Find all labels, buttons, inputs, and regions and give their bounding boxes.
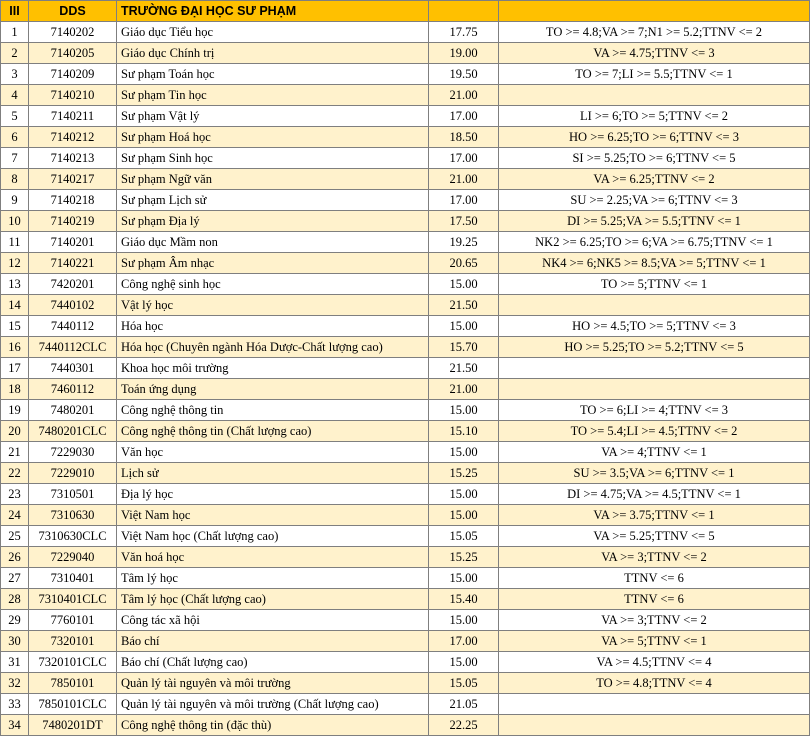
row-number-cell[interactable]: 2 bbox=[1, 43, 29, 64]
header-conditions[interactable] bbox=[499, 1, 810, 22]
tie-break-conditions-cell[interactable]: VA >= 5.25;TTNV <= 5 bbox=[499, 526, 810, 547]
major-code-cell[interactable]: 7850101CLC bbox=[29, 694, 117, 715]
tie-break-conditions-cell[interactable] bbox=[499, 85, 810, 106]
major-code-cell[interactable]: 7229040 bbox=[29, 547, 117, 568]
table-row bbox=[1, 526, 810, 547]
table-row bbox=[1, 715, 810, 736]
tie-break-conditions-cell[interactable]: SU >= 2.25;VA >= 6;TTNV <= 3 bbox=[499, 190, 810, 211]
major-name-cell[interactable]: Hóa học (Chuyên ngành Hóa Dược-Chất lượng cao) bbox=[117, 337, 429, 358]
admission-score-cell[interactable]: 15.40 bbox=[429, 589, 499, 610]
row-number-cell[interactable]: 17 bbox=[1, 358, 29, 379]
admission-score-cell[interactable]: 19.25 bbox=[429, 232, 499, 253]
table-row bbox=[1, 43, 810, 64]
table-row bbox=[1, 169, 810, 190]
header-stt[interactable]: III bbox=[1, 1, 29, 22]
admission-score-cell[interactable]: 17.00 bbox=[429, 190, 499, 211]
header-score[interactable] bbox=[429, 1, 499, 22]
row-number-cell[interactable]: 12 bbox=[1, 253, 29, 274]
tie-break-conditions-cell[interactable]: VA >= 3;TTNV <= 2 bbox=[499, 610, 810, 631]
tie-break-conditions-cell[interactable]: TO >= 5;TTNV <= 1 bbox=[499, 274, 810, 295]
major-name-cell[interactable]: Công nghệ thông tin (Chất lượng cao) bbox=[117, 421, 429, 442]
tie-break-conditions-cell[interactable]: LI >= 6;TO >= 5;TTNV <= 2 bbox=[499, 106, 810, 127]
admission-score-cell[interactable]: 15.00 bbox=[429, 400, 499, 421]
admission-score-cell[interactable]: 19.00 bbox=[429, 43, 499, 64]
major-code-cell[interactable]: 7140218 bbox=[29, 190, 117, 211]
admission-score-cell[interactable]: 15.00 bbox=[429, 484, 499, 505]
admission-score-cell[interactable]: 21.00 bbox=[429, 85, 499, 106]
table-row bbox=[1, 652, 810, 673]
tie-break-conditions-cell[interactable] bbox=[499, 358, 810, 379]
major-name-cell[interactable]: Sư phạm Địa lý bbox=[117, 211, 429, 232]
tie-break-conditions-cell[interactable]: TTNV <= 6 bbox=[499, 568, 810, 589]
row-number-cell[interactable]: 14 bbox=[1, 295, 29, 316]
major-name-cell[interactable]: Vật lý học bbox=[117, 295, 429, 316]
major-code-cell[interactable]: 7310501 bbox=[29, 484, 117, 505]
admission-score-cell[interactable]: 17.00 bbox=[429, 106, 499, 127]
row-number-cell[interactable]: 21 bbox=[1, 442, 29, 463]
major-code-cell[interactable]: 7140219 bbox=[29, 211, 117, 232]
table-row bbox=[1, 64, 810, 85]
tie-break-conditions-cell[interactable]: SI >= 5.25;TO >= 6;TTNV <= 5 bbox=[499, 148, 810, 169]
row-number-cell[interactable]: 8 bbox=[1, 169, 29, 190]
admission-score-cell[interactable]: 15.25 bbox=[429, 547, 499, 568]
major-code-cell[interactable]: 7440112 bbox=[29, 316, 117, 337]
major-code-cell[interactable]: 7140202 bbox=[29, 22, 117, 43]
tie-break-conditions-cell[interactable]: VA >= 5;TTNV <= 1 bbox=[499, 631, 810, 652]
row-number-cell[interactable]: 7 bbox=[1, 148, 29, 169]
major-code-cell[interactable]: 7140205 bbox=[29, 43, 117, 64]
admission-score-cell[interactable]: 15.05 bbox=[429, 526, 499, 547]
row-number-cell[interactable]: 30 bbox=[1, 631, 29, 652]
row-number-cell[interactable]: 18 bbox=[1, 379, 29, 400]
tie-break-conditions-cell[interactable]: NK2 >= 6.25;TO >= 6;VA >= 6.75;TTNV <= 1 bbox=[499, 232, 810, 253]
row-number-cell[interactable]: 26 bbox=[1, 547, 29, 568]
tie-break-conditions-cell[interactable] bbox=[499, 694, 810, 715]
tie-break-conditions-cell[interactable]: NK4 >= 6;NK5 >= 8.5;VA >= 5;TTNV <= 1 bbox=[499, 253, 810, 274]
tie-break-conditions-cell[interactable] bbox=[499, 715, 810, 736]
header-row bbox=[1, 1, 810, 22]
table-row bbox=[1, 358, 810, 379]
admission-score-cell[interactable]: 21.00 bbox=[429, 169, 499, 190]
table-row bbox=[1, 148, 810, 169]
row-number-cell[interactable]: 16 bbox=[1, 337, 29, 358]
major-code-cell[interactable]: 7140213 bbox=[29, 148, 117, 169]
major-name-cell[interactable]: Báo chí (Chất lượng cao) bbox=[117, 652, 429, 673]
major-name-cell[interactable]: Giáo dục Mầm non bbox=[117, 232, 429, 253]
admission-score-cell[interactable]: 15.00 bbox=[429, 274, 499, 295]
table-row bbox=[1, 379, 810, 400]
row-number-cell[interactable]: 11 bbox=[1, 232, 29, 253]
row-number-cell[interactable]: 13 bbox=[1, 274, 29, 295]
admission-score-cell[interactable]: 15.05 bbox=[429, 673, 499, 694]
row-number-cell[interactable]: 5 bbox=[1, 106, 29, 127]
tie-break-conditions-cell[interactable]: TO >= 7;LI >= 5.5;TTNV <= 1 bbox=[499, 64, 810, 85]
tie-break-conditions-cell[interactable]: HO >= 6.25;TO >= 6;TTNV <= 3 bbox=[499, 127, 810, 148]
admission-score-cell[interactable]: 15.00 bbox=[429, 610, 499, 631]
major-code-cell[interactable]: 7310630 bbox=[29, 505, 117, 526]
table-row bbox=[1, 421, 810, 442]
major-name-cell[interactable]: Tâm lý học bbox=[117, 568, 429, 589]
major-name-cell[interactable]: Quản lý tài nguyên và môi trường bbox=[117, 673, 429, 694]
major-name-cell[interactable]: Sư phạm Toán học bbox=[117, 64, 429, 85]
major-name-cell[interactable]: Quản lý tài nguyên và môi trường (Chất lượng cao) bbox=[117, 694, 429, 715]
major-code-cell[interactable]: 7480201CLC bbox=[29, 421, 117, 442]
tie-break-conditions-cell[interactable]: TO >= 4.8;VA >= 7;N1 >= 5.2;TTNV <= 2 bbox=[499, 22, 810, 43]
table-row bbox=[1, 694, 810, 715]
row-number-cell[interactable]: 1 bbox=[1, 22, 29, 43]
admission-score-cell[interactable]: 19.50 bbox=[429, 64, 499, 85]
tie-break-conditions-cell[interactable]: VA >= 6.25;TTNV <= 2 bbox=[499, 169, 810, 190]
row-number-cell[interactable]: 15 bbox=[1, 316, 29, 337]
row-number-cell[interactable]: 19 bbox=[1, 400, 29, 421]
major-code-cell[interactable]: 7229010 bbox=[29, 463, 117, 484]
major-name-cell[interactable]: Sư phạm Vật lý bbox=[117, 106, 429, 127]
major-code-cell[interactable]: 7850101 bbox=[29, 673, 117, 694]
admission-score-cell[interactable]: 17.00 bbox=[429, 631, 499, 652]
table-body bbox=[1, 22, 810, 736]
tie-break-conditions-cell[interactable]: VA >= 3.75;TTNV <= 1 bbox=[499, 505, 810, 526]
admission-score-cell[interactable]: 15.00 bbox=[429, 568, 499, 589]
row-number-cell[interactable]: 25 bbox=[1, 526, 29, 547]
admission-score-cell[interactable]: 17.50 bbox=[429, 211, 499, 232]
tie-break-conditions-cell[interactable]: TO >= 6;LI >= 4;TTNV <= 3 bbox=[499, 400, 810, 421]
major-name-cell[interactable]: Tâm lý học (Chất lượng cao) bbox=[117, 589, 429, 610]
tie-break-conditions-cell[interactable]: HO >= 4.5;TO >= 5;TTNV <= 3 bbox=[499, 316, 810, 337]
table-row bbox=[1, 400, 810, 421]
tie-break-conditions-cell[interactable]: SU >= 3.5;VA >= 6;TTNV <= 1 bbox=[499, 463, 810, 484]
table-row bbox=[1, 673, 810, 694]
admission-score-cell[interactable]: 15.70 bbox=[429, 337, 499, 358]
major-code-cell[interactable]: 7760101 bbox=[29, 610, 117, 631]
tie-break-conditions-cell[interactable] bbox=[499, 379, 810, 400]
major-code-cell[interactable]: 7440301 bbox=[29, 358, 117, 379]
major-code-cell[interactable]: 7320101 bbox=[29, 631, 117, 652]
row-number-cell[interactable]: 24 bbox=[1, 505, 29, 526]
major-code-cell[interactable]: 7310630CLC bbox=[29, 526, 117, 547]
row-number-cell[interactable]: 23 bbox=[1, 484, 29, 505]
admission-score-cell[interactable]: 17.75 bbox=[429, 22, 499, 43]
table-row bbox=[1, 631, 810, 652]
major-name-cell[interactable]: Sư phạm Lịch sử bbox=[117, 190, 429, 211]
tie-break-conditions-cell[interactable]: VA >= 4;TTNV <= 1 bbox=[499, 442, 810, 463]
major-code-cell[interactable]: 7310401CLC bbox=[29, 589, 117, 610]
admission-score-cell[interactable]: 15.00 bbox=[429, 652, 499, 673]
tie-break-conditions-cell[interactable]: TO >= 4.8;TTNV <= 4 bbox=[499, 673, 810, 694]
row-number-cell[interactable]: 33 bbox=[1, 694, 29, 715]
major-name-cell[interactable]: Việt Nam học bbox=[117, 505, 429, 526]
major-name-cell[interactable]: Toán ứng dụng bbox=[117, 379, 429, 400]
row-number-cell[interactable]: 28 bbox=[1, 589, 29, 610]
tie-break-conditions-cell[interactable]: TTNV <= 6 bbox=[499, 589, 810, 610]
table-row bbox=[1, 85, 810, 106]
table-row bbox=[1, 190, 810, 211]
tie-break-conditions-cell[interactable]: VA >= 4.75;TTNV <= 3 bbox=[499, 43, 810, 64]
tie-break-conditions-cell[interactable]: TO >= 5.4;LI >= 4.5;TTNV <= 2 bbox=[499, 421, 810, 442]
admission-score-cell[interactable]: 18.50 bbox=[429, 127, 499, 148]
admission-score-cell[interactable]: 20.65 bbox=[429, 253, 499, 274]
row-number-cell[interactable]: 20 bbox=[1, 421, 29, 442]
table-row bbox=[1, 127, 810, 148]
major-name-cell[interactable]: Công nghệ thông tin bbox=[117, 400, 429, 421]
table-row bbox=[1, 610, 810, 631]
admission-score-cell[interactable]: 21.50 bbox=[429, 295, 499, 316]
major-name-cell[interactable]: Báo chí bbox=[117, 631, 429, 652]
tie-break-conditions-cell[interactable]: VA >= 3;TTNV <= 2 bbox=[499, 547, 810, 568]
table-row bbox=[1, 547, 810, 568]
table-row bbox=[1, 211, 810, 232]
table-row bbox=[1, 232, 810, 253]
major-code-cell[interactable]: 7440112CLC bbox=[29, 337, 117, 358]
admission-score-cell[interactable]: 15.25 bbox=[429, 463, 499, 484]
table-row bbox=[1, 463, 810, 484]
admission-score-cell[interactable]: 21.00 bbox=[429, 379, 499, 400]
table-row bbox=[1, 442, 810, 463]
major-name-cell[interactable]: Văn hoá học bbox=[117, 547, 429, 568]
tie-break-conditions-cell[interactable]: DI >= 5.25;VA >= 5.5;TTNV <= 1 bbox=[499, 211, 810, 232]
table-row bbox=[1, 589, 810, 610]
tie-break-conditions-cell[interactable]: DI >= 4.75;VA >= 4.5;TTNV <= 1 bbox=[499, 484, 810, 505]
row-number-cell[interactable]: 10 bbox=[1, 211, 29, 232]
table-row bbox=[1, 316, 810, 337]
major-code-cell[interactable]: 7140211 bbox=[29, 106, 117, 127]
row-number-cell[interactable]: 32 bbox=[1, 673, 29, 694]
major-name-cell[interactable]: Giáo dục Tiểu học bbox=[117, 22, 429, 43]
row-number-cell[interactable]: 34 bbox=[1, 715, 29, 736]
major-name-cell[interactable]: Văn học bbox=[117, 442, 429, 463]
table-row bbox=[1, 484, 810, 505]
major-name-cell[interactable]: Sư phạm Tin học bbox=[117, 85, 429, 106]
major-code-cell[interactable]: 7140217 bbox=[29, 169, 117, 190]
major-name-cell[interactable]: Công nghệ thông tin (đặc thù) bbox=[117, 715, 429, 736]
admission-score-cell[interactable]: 17.00 bbox=[429, 148, 499, 169]
major-code-cell[interactable]: 7460112 bbox=[29, 379, 117, 400]
header-code[interactable]: DDS bbox=[29, 1, 117, 22]
major-name-cell[interactable]: Giáo dục Chính trị bbox=[117, 43, 429, 64]
major-code-cell[interactable]: 7140221 bbox=[29, 253, 117, 274]
major-name-cell[interactable]: Sư phạm Hoá học bbox=[117, 127, 429, 148]
row-number-cell[interactable]: 27 bbox=[1, 568, 29, 589]
major-code-cell[interactable]: 7140201 bbox=[29, 232, 117, 253]
row-number-cell[interactable]: 3 bbox=[1, 64, 29, 85]
major-name-cell[interactable]: Khoa học môi trường bbox=[117, 358, 429, 379]
tie-break-conditions-cell[interactable] bbox=[499, 295, 810, 316]
major-name-cell[interactable]: Việt Nam học (Chất lượng cao) bbox=[117, 526, 429, 547]
row-number-cell[interactable]: 22 bbox=[1, 463, 29, 484]
major-name-cell[interactable]: Hóa học bbox=[117, 316, 429, 337]
admission-score-cell[interactable]: 15.00 bbox=[429, 316, 499, 337]
admission-score-cell[interactable]: 21.50 bbox=[429, 358, 499, 379]
row-number-cell[interactable]: 31 bbox=[1, 652, 29, 673]
major-code-cell[interactable]: 7440102 bbox=[29, 295, 117, 316]
major-name-cell[interactable]: Công nghệ sinh học bbox=[117, 274, 429, 295]
admission-score-cell[interactable]: 22.25 bbox=[429, 715, 499, 736]
major-code-cell[interactable]: 7140212 bbox=[29, 127, 117, 148]
table-row bbox=[1, 295, 810, 316]
row-number-cell[interactable]: 9 bbox=[1, 190, 29, 211]
table-row bbox=[1, 274, 810, 295]
major-code-cell[interactable]: 7310401 bbox=[29, 568, 117, 589]
major-name-cell[interactable]: Sư phạm Sinh học bbox=[117, 148, 429, 169]
table-row bbox=[1, 22, 810, 43]
admission-score-cell[interactable]: 15.10 bbox=[429, 421, 499, 442]
major-code-cell[interactable]: 7420201 bbox=[29, 274, 117, 295]
major-code-cell[interactable]: 7480201DT bbox=[29, 715, 117, 736]
header-school-name[interactable]: TRƯỜNG ĐẠI HỌC SƯ PHẠM bbox=[117, 1, 429, 22]
major-code-cell[interactable]: 7140209 bbox=[29, 64, 117, 85]
table-row bbox=[1, 568, 810, 589]
major-name-cell[interactable]: Công tác xã hội bbox=[117, 610, 429, 631]
major-name-cell[interactable]: Sư phạm Ngữ văn bbox=[117, 169, 429, 190]
tie-break-conditions-cell[interactable]: VA >= 4.5;TTNV <= 4 bbox=[499, 652, 810, 673]
major-code-cell[interactable]: 7480201 bbox=[29, 400, 117, 421]
row-number-cell[interactable]: 6 bbox=[1, 127, 29, 148]
major-code-cell[interactable]: 7229030 bbox=[29, 442, 117, 463]
major-name-cell[interactable]: Sư phạm Âm nhạc bbox=[117, 253, 429, 274]
admission-score-cell[interactable]: 21.05 bbox=[429, 694, 499, 715]
major-name-cell[interactable]: Địa lý học bbox=[117, 484, 429, 505]
tie-break-conditions-cell[interactable]: HO >= 5.25;TO >= 5.2;TTNV <= 5 bbox=[499, 337, 810, 358]
table-row bbox=[1, 106, 810, 127]
major-code-cell[interactable]: 7320101CLC bbox=[29, 652, 117, 673]
row-number-cell[interactable]: 29 bbox=[1, 610, 29, 631]
admission-score-cell[interactable]: 15.00 bbox=[429, 442, 499, 463]
major-code-cell[interactable]: 7140210 bbox=[29, 85, 117, 106]
table-row bbox=[1, 505, 810, 526]
admission-score-cell[interactable]: 15.00 bbox=[429, 505, 499, 526]
table-row bbox=[1, 337, 810, 358]
major-name-cell[interactable]: Lịch sử bbox=[117, 463, 429, 484]
row-number-cell[interactable]: 4 bbox=[1, 85, 29, 106]
table-row bbox=[1, 253, 810, 274]
